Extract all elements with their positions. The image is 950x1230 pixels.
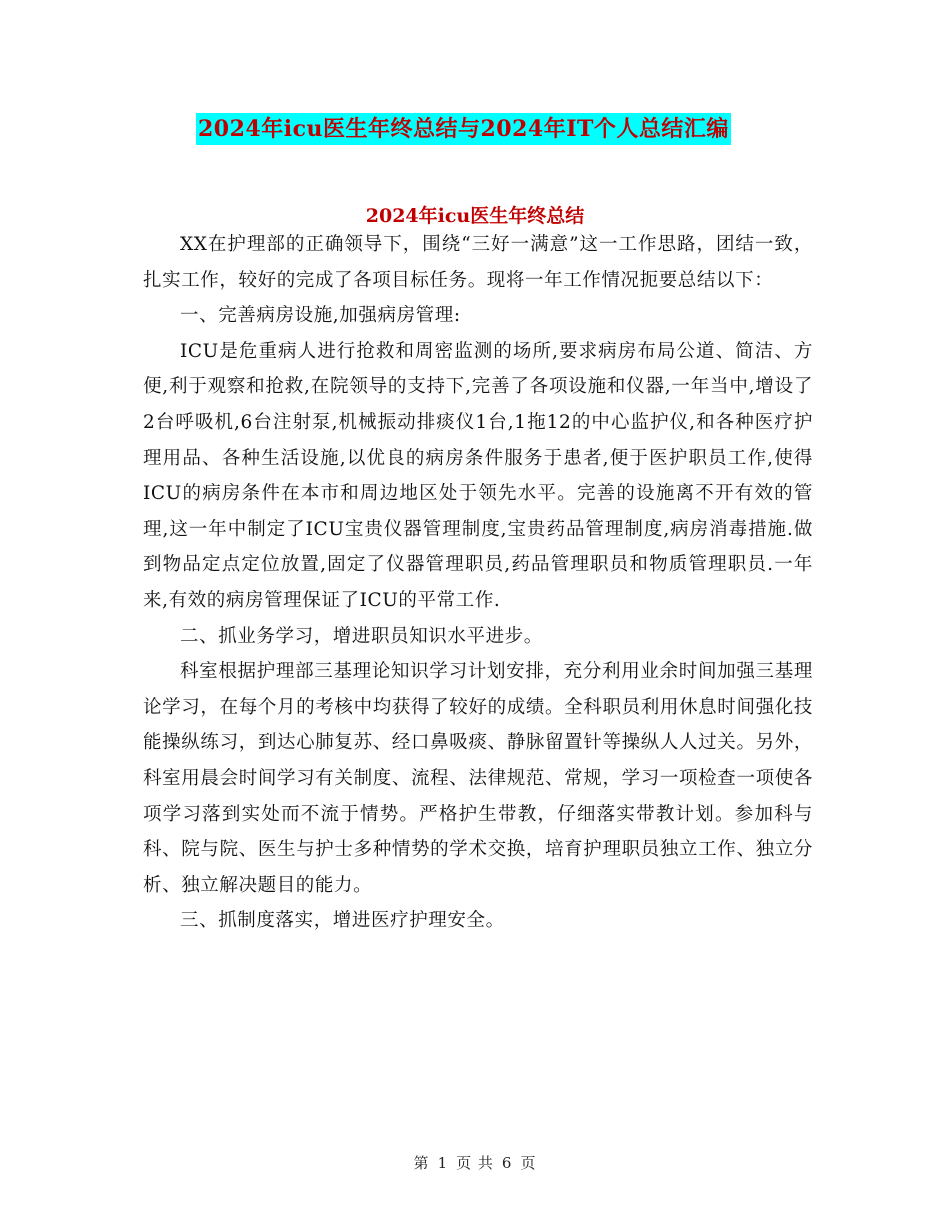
footer-prefix: 第: [413, 1154, 430, 1172]
document-main-title: 2024年icu医生年终总结与2024年IT个人总结汇编: [196, 113, 731, 145]
heading-two-paragraph: 二、抓业务学习，增进职员知识水平进步。: [180, 625, 543, 647]
page-footer: [0, 1152, 950, 1173]
study-paragraph: 科室根据护理部三基理论知识学习计划安排，充分利用业余时间加强三基理论学习，在每个月的考核中均获得了较好的成绩。全科职员利用休息时间强化技能操纵练习，到达心肺复苏、经口鼻吸痰、静脉留置针等操纵人人过关。另外，科室用晨会时间学习有关制度、流程、法律规范、常规，学习一项检查一项使各项学习落到实处而不流于情势。严格护生带教，仔细落实带教计划。参加科与科、院与院、医生与护士多种情势的学术交换，培育护理职员独立工作、独立分析、独立解决题目的能力。: [143, 661, 813, 896]
heading-three-paragraph: 三、抓制度落实，增进医疗护理安全。: [180, 910, 505, 932]
total-pages-number: 6: [501, 1154, 513, 1172]
heading-one-paragraph: 一、完善病房设施,加强病房管理:: [180, 305, 461, 327]
facilities-paragraph: ICU是危重病人进行抢救和周密监测的场所,要求病房布局公道、简洁、方便,利于观察和抢救,在院领导的支持下,完善了各项设施和仪器,一年当中,增设了2台呼吸机,6台注射泵,机械振动排痰仪1台,1拖12的中心监护仪,和各种医疗护理用品、各种生活设施,以优良的病房条件服务于患者,便于医护职员工作,使得ICU的病房条件在本市和周边地区处于领先水平。完善的设施离不开有效的管理,这一年中制定了ICU宝贵仪器管理制度,宝贵药品管理制度,病房消毒措施.做到物品定点定位放置,固定了仪器管理职员,药品管理职员和物质管理职员.一年来,有效的病房管理保证了ICU的平常工作.: [143, 340, 813, 611]
footer-mid: 页 共: [456, 1154, 494, 1172]
current-page-number: 1: [437, 1154, 449, 1172]
document-body: [143, 227, 813, 939]
footer-suffix: 页: [520, 1154, 537, 1172]
section-title: 2024年icu医生年终总结: [365, 205, 585, 227]
intro-paragraph: XX在护理部的正确领导下，围绕“三好一满意”这一工作思路，团结一致，扎实工作，较好的完成了各项目标任务。现将一年工作情况扼要总结以下：: [143, 234, 813, 291]
